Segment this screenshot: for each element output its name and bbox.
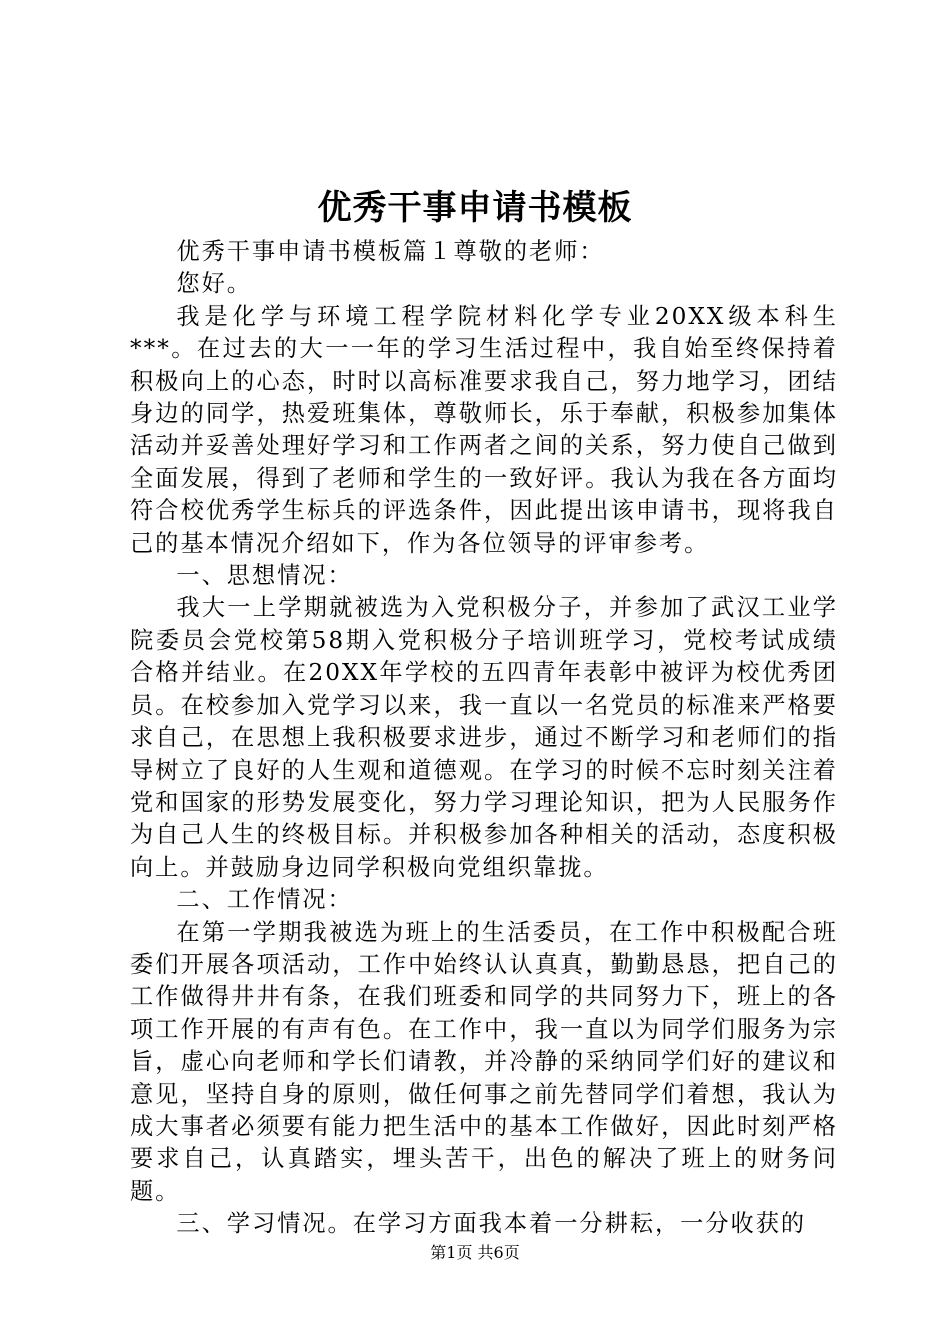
paragraph-salutation: 优秀干事申请书模板篇１尊敬的老师： [176,238,605,265]
document-title: 优秀干事申请书模板 [317,188,633,228]
paragraph-greeting: 您好。 [176,270,252,298]
paragraph-thought: 我大一上学期就被选为入党积极分子，并参加了武汉工业学院委员会党校第58期入党积极分子培训班学习，党校考试成绩合格并结业。在20XX年学校的五四青年表彰中被评为校优秀团员。在校参加入党学习以来，我一直以一名党员的标准来严格要求自己，在思想上我积极要求进步，通过不断学习和老师们的指导树立了良好的人生观和道德观。在学习的时候不忘时刻关注着党和国家的形势发展变化，努力学习理论知识，把为人民服务作为自己人生的终极目标。并积极参加各种相关的活动，态度积极向上。并鼓励身边同学积极向党组织靠拢。 [130,594,838,881]
page-indicator: 第1页 共6页 [430,1243,520,1262]
paragraph-introduction: 我是化学与环境工程学院材料化学专业20XX级本科生***。在过去的大一一年的学习生活过程中，我自始至终保持着积极向上的心态，时时以高标准要求我自己，努力地学习，团结身边的同学，热爱班集体，尊敬师长，乐于奉献，积极参加集体活动并妥善处理好学习和工作两者之间的关系，努力使自己做到全面发展，得到了老师和学生的一致好评。我认为我在各方面均符合校优秀学生标兵的评选条件，因此提出该申请书，现将我自己的基本情况介绍如下，作为各位领导的评审参考。 [130,302,838,557]
document-body [130,236,838,1241]
paragraph-study: 三、学习情况。在学习方面我本着一分耕耘，一分收获的 [176,1210,807,1238]
section-heading-work: 二、工作情况： [176,886,353,914]
section-heading-thought: 一、思想情况： [176,562,353,590]
paragraph-work: 在第一学期我被选为班上的生活委员，在工作中积极配合班委们开展各项活动，工作中始终认认真真，勤勤恳恳，把自己的工作做得井井有条，在我们班委和同学的共同努力下，班上的各项工作开展的有声有色。在工作中，我一直以为同学们服务为宗旨，虚心向老师和学长们请教，并冷静的采纳同学们好的建议和意见，坚持自身的原则，做任何事之前先替同学们着想，我认为成大事者必须要有能力把生活中的基本工作做好，因此时刻严格要求自己，认真踏实，埋头苦干，出色的解决了班上的财务问题。 [130,918,838,1205]
